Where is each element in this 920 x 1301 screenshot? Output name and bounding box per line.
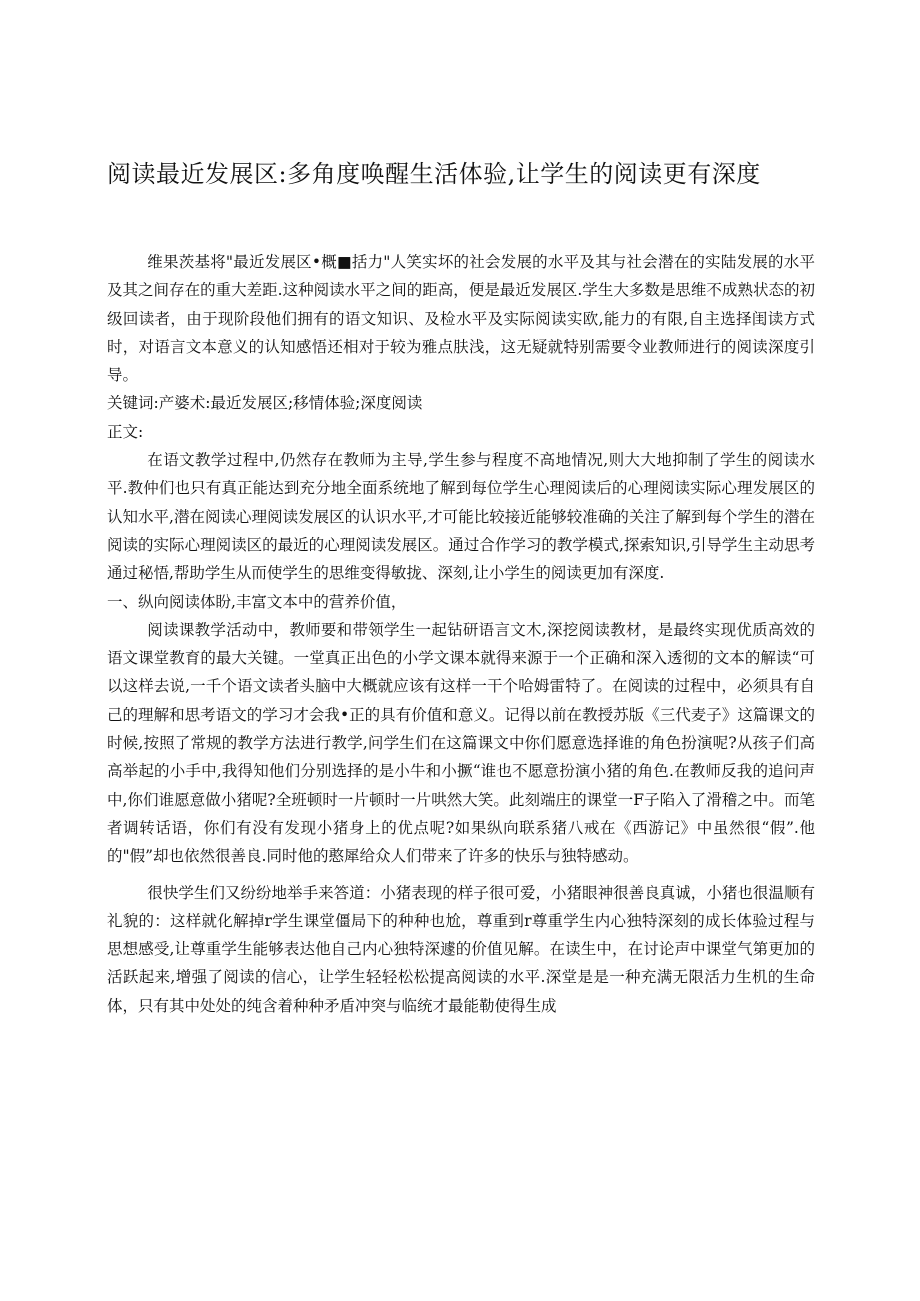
- body-paragraph-1: 在语文教学过程中,仍然存在教师为主导,学生参与程度不高地情况,则大大地抑制了学生的阅读水平.教仲们也只有真正能达到充分地全面系统地了解到每位学生心理阅读后的心理阅读实际心理发展区的认知水平,潜在阅读心理阅读发展区的认识水平,才可能比较接近能够较准确的关注了解到每个学生的潜在阅读的实际心理阅读区的最近的心理阅读发展区。通过合作学习的教学模式,探索知识,引导学生主动思考通过秘悟,帮助学生从而使学生的思维变得敏拢、深刻,让小学生的阅读更加有深度.: [107, 451, 815, 583]
- section-heading-1: 一、纵向阅读体盼,丰富文本中的营养价值，: [107, 592, 407, 611]
- body-label: 正文:: [107, 422, 144, 441]
- body-paragraph-2: 阅读课教学活动中，教师要和带领学生一起钻研语言文木,深挖阅读教材，是最终实现优质高效的语文课堂教育的最大关键。一堂真正出色的小学文课本就得来源于一个正确和深入透彻的文本的解读“可以这样去说,一千个语文读者头脑中大概就应该有这样一干个哈姆雷特了。在阅读的过程中，必须具有自己的理解和思考语文的学习才会我•正的具有价值和意义。记得以前在教授苏版《三代麦子》这篇课文的时候,按照了常规的教学方法进行教学,问学生们在这篇课文中你们愿意选择谁的角色扮演呢?从孩子们高高举起的小手中,我得知他们分别选择的是小牛和小撅“谁也不愿意扮演小猪的角色.在教师反我的追问声中,你们谁愿意做小猪呢?全班顿时一片顿时一片哄然大笑。此刻端庄的课堂一F子陷入了滑稽之中。而笔者调转话语，你们有没有发现小猪身上的优点呢?如果纵向联系猪八戒在《西游记》中虽然很“假”.他的"假”却也依然很善良.同时他的憨犀给众人们带来了许多的快乐与独特感动。: [107, 620, 815, 866]
- document-title: 阅读最近发展区:多角度唤醒生活体验,让学生的阅读更有深度: [107, 160, 761, 188]
- body-paragraph-3: 很快学生们又纷纷地举手来答道：小猪表现的样子很可爱，小猪眼神很善良真诚，小猪也很温顺有礼貌的：这样就化解掉r学生课堂僵局下的种种也尬，尊重到r尊重学生内心独特深刻的成长体验过程与思想感受,让尊重学生能够表达他自己内心独特深遽的价值见解。在读生中，在讨论声中课堂气第更加的活跃起来,增强了阅读的信心，让学生轻轻松松提高阅读的水平.深堂是是一种充满无限活力生机的生命体，只有其中处处的纯含着种种矛盾冲突与临统才最能勒使得生成: [107, 883, 815, 1015]
- abstract-paragraph: 维果茨基将"最近发展区•概■括力"人笑实坏的社会发展的水平及其与社会潜在的实陆发展的水平及其之间存在的重大差距.这种阅读水平之间的距高，便是最近发展区.学生大多数是思维不成熟状态的初级回读者，由于现阶段他们拥有的语文知识、及检水平及实际阅读实欧,能力的有限,自主选择闺读方式时，对语言文本意义的认知感悟还相对于较为雅点肤浅，这无疑就特别需要令业教师进行的阅读深度引导。: [107, 253, 815, 385]
- document-body: [107, 248, 815, 1020]
- keywords-line: 关键词:产婆术:最近发展区;移情体验;深度阅读: [107, 394, 423, 413]
